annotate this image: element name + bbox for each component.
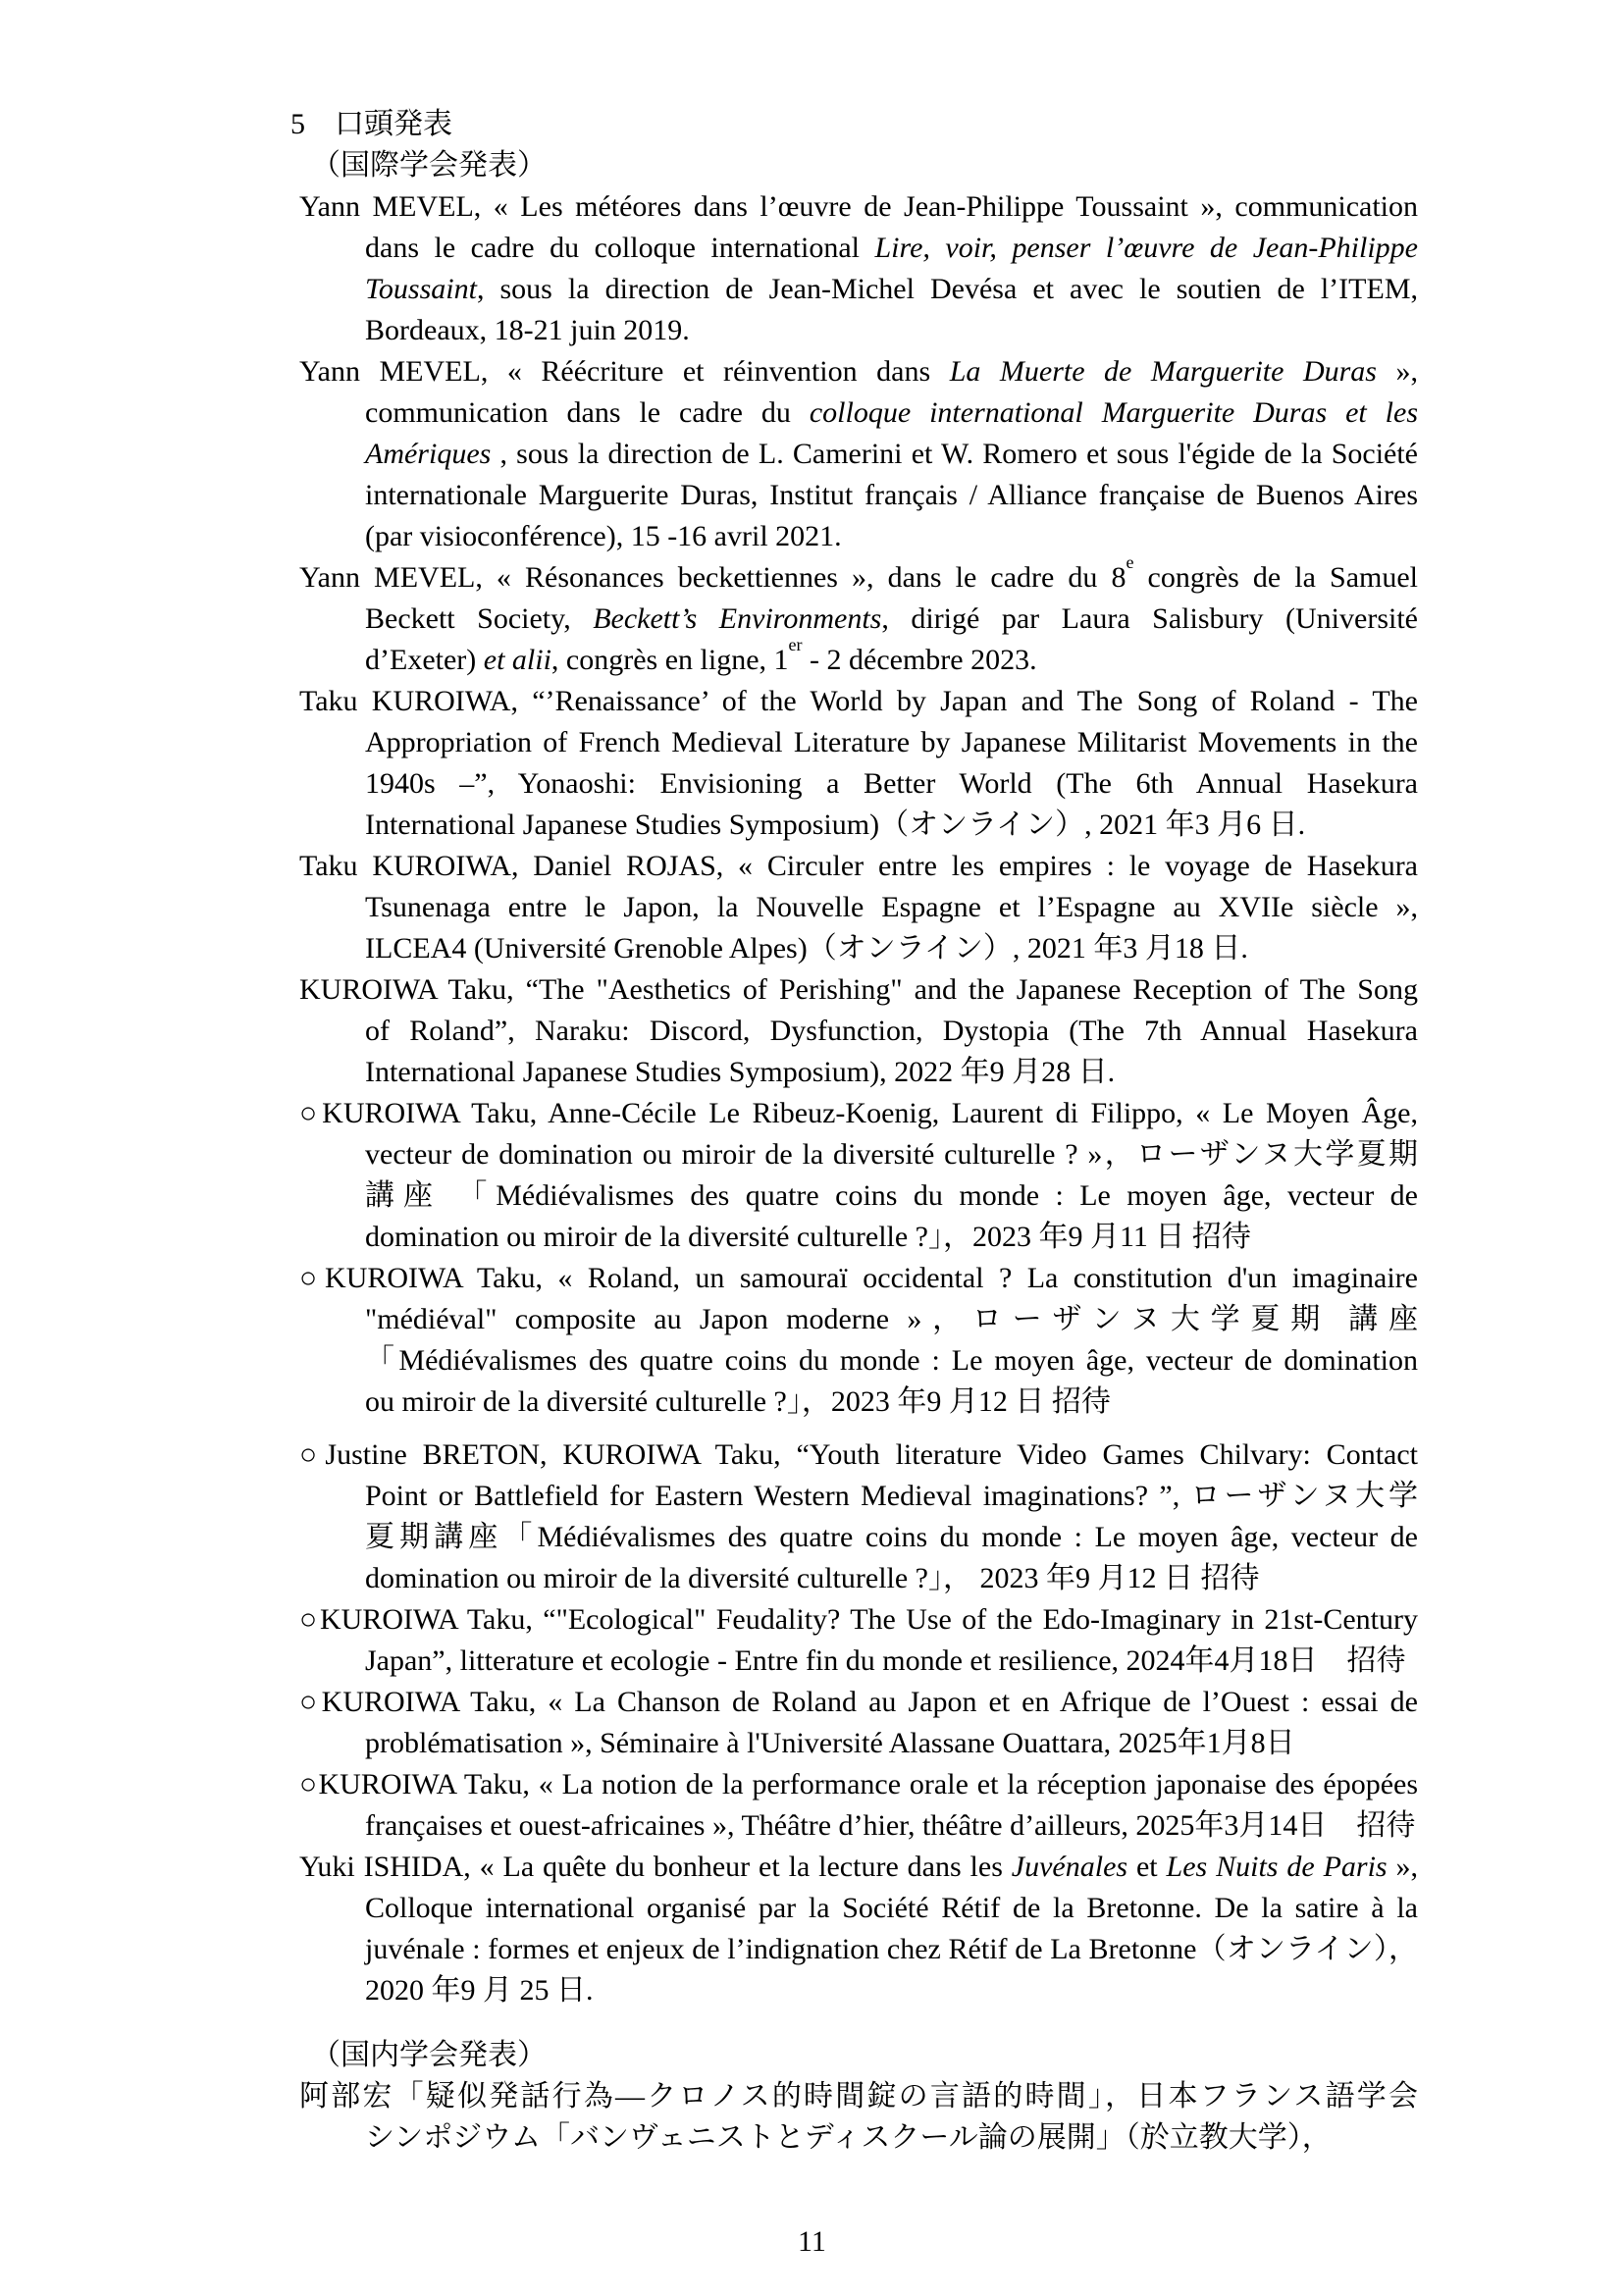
text-line — [365, 887, 1418, 928]
text-run: Point or Battlefield for Eastern Western Medieval imaginations? ”, ローザンヌ大学 — [365, 1480, 1418, 1512]
italic-run: La Muerte de Marguerite Duras — [949, 355, 1377, 388]
italic-run: colloque international Marguerite Duras et les — [809, 396, 1418, 429]
list-item — [299, 1093, 1418, 1258]
text-line — [365, 1052, 1418, 1093]
italic-run: Juvénales — [1011, 1851, 1128, 1883]
international-subheading: （国際学会発表） — [311, 149, 547, 182]
list-item — [299, 2076, 1418, 2159]
text-run: Tsunenaga entre le Japon, la Nouvelle Espagne et l’Espagne au XVIIe siècle », — [365, 891, 1418, 923]
text-line — [365, 1340, 1418, 1382]
text-run: Yann MEVEL, « Réécriture et réinvention dans — [299, 355, 950, 388]
text-run: Yann MEVEL, « Résonances beckettiennes », dans le cadre du 8 — [299, 561, 1126, 594]
text-line — [299, 1682, 1418, 1723]
text-run: Japan”, litterature et ecologie - Entre fin du monde et resilience, 2024年4月18日 招待 — [365, 1644, 1406, 1677]
text-run: Appropriation of French Medieval Literature by Japanese Militarist Movements in the — [365, 726, 1418, 758]
text-line — [365, 763, 1418, 805]
text-line — [299, 681, 1418, 722]
text-line — [299, 969, 1418, 1011]
text-run: domination ou miroir de la diversité culturelle ?」，2023 年9 月11 日 招待 — [365, 1221, 1251, 1253]
text-line — [365, 635, 1418, 681]
text-run: domination ou miroir de la diversité culturelle ?」， 2023 年9 月12 日 招待 — [365, 1562, 1260, 1594]
text-line — [365, 1382, 1418, 1423]
text-run: 1940s –”, Yonaoshi: Envisioning a Better World (The 6th Annual Hasekura — [365, 767, 1418, 800]
text-line — [365, 805, 1418, 846]
text-line — [365, 1558, 1418, 1599]
superscript-run: er — [788, 635, 803, 655]
section-number: 5 — [290, 108, 305, 140]
italic-run: Les Nuits de Paris — [1166, 1851, 1388, 1883]
text-run: Colloque international organisé par la Société Rétif de la Bretonne. De la satire à la — [365, 1892, 1418, 1924]
text-line — [365, 516, 1418, 557]
text-line — [365, 1517, 1418, 1558]
italic-run: et alii — [483, 644, 551, 676]
list-item — [299, 351, 1418, 557]
text-line — [365, 1134, 1418, 1175]
text-run: International Japanese Studies Symposium)（オンライン）, 2021 年3 月6 日. — [365, 808, 1306, 841]
text-run: juvénale : formes et enjeux de l’indignation chez Rétif de La Bretonne（オンライン）， — [365, 1933, 1418, 1965]
text-line — [299, 351, 1418, 392]
list-item — [299, 1847, 1418, 2011]
text-run: "médiéval" composite au Japon moderne »，ローザンヌ大学夏期 講座 — [365, 1303, 1418, 1335]
text-line — [299, 1093, 1418, 1134]
text-run: Yuki ISHIDA, « La quête du bonheur et la lecture dans les — [299, 1851, 1012, 1883]
text-line — [365, 1011, 1418, 1052]
text-line — [365, 928, 1418, 969]
text-run: Bordeaux, 18-21 juin 2019. — [365, 314, 690, 346]
text-line — [365, 1805, 1418, 1847]
list-item — [299, 846, 1418, 969]
section-heading — [290, 104, 1418, 145]
text-run: of Roland”, Naraku: Discord, Dysfunction, Dystopia (The 7th Annual Hasekura — [365, 1015, 1418, 1047]
text-line — [365, 1970, 1418, 2011]
page-number: 11 — [798, 2225, 826, 2258]
text-line — [365, 1299, 1418, 1340]
text-run: Taku KUROIWA, Daniel ROJAS, « Circuler entre les empires : le voyage de Hasekura — [299, 850, 1418, 882]
text-run: françaises et ouest-africaines », Théâtre d’hier, théâtre d’ailleurs, 2025年3月14日 招待 — [365, 1809, 1416, 1842]
text-run: vecteur de domination ou miroir de la diversité culturelle ? »，ローザンヌ大学夏期 — [365, 1138, 1418, 1171]
text-line — [365, 1175, 1418, 1217]
text-run: communication dans le cadre du — [365, 396, 810, 429]
text-run: KUROIWA Taku, “The "Aesthetics of Perishing" and the Japanese Reception of The Song — [299, 973, 1418, 1006]
section-title: 口頭発表 — [335, 108, 452, 140]
italic-run: Lire, voir, penser l’œuvre de Jean-Philippe — [874, 232, 1418, 264]
text-line — [365, 310, 1418, 351]
text-run: », — [1376, 355, 1419, 388]
text-run: 阿部宏「疑似発話行為—クロノス的時間錠の言語的時間」，日本フランス語学会 — [299, 2080, 1418, 2112]
list-item — [299, 1764, 1418, 1847]
list-item — [299, 969, 1418, 1093]
text-run: Taku KUROIWA, “’Renaissance’ of the World by Japan and The Song of Roland - The — [299, 685, 1418, 717]
text-line — [365, 1476, 1418, 1517]
text-line — [299, 1599, 1418, 1641]
text-line — [299, 2076, 1418, 2117]
italic-run: Toussaint — [365, 273, 477, 305]
text-line — [365, 392, 1418, 434]
list-item — [299, 1682, 1418, 1764]
text-run: International Japanese Studies Symposium), 2022 年9 月28 日. — [365, 1056, 1116, 1088]
text-line — [299, 186, 1418, 228]
text-run: ou miroir de la diversité culturelle ?」，2023 年9 月12 日 招待 — [365, 1385, 1111, 1418]
list-item — [299, 552, 1419, 681]
text-run: ○KUROIWA Taku, Anne-Cécile Le Ribeuz-Koenig, Laurent di Filippo, « Le Moyen Âge, — [299, 1097, 1418, 1129]
text-run: ○KUROIWA Taku, « Roland, un samouraï occidental ? La constitution d'un imaginaire — [299, 1262, 1418, 1294]
page-content — [290, 104, 1419, 2159]
text-run: ○KUROIWA Taku, « La notion de la performance orale et la réception japonaise des épopées — [299, 1768, 1418, 1800]
text-line — [365, 1723, 1418, 1764]
text-run: d’Exeter) — [365, 644, 484, 676]
text-run: , congrès en ligne, 1 — [550, 644, 789, 676]
text-line — [365, 269, 1418, 310]
text-line — [365, 434, 1418, 475]
list-item — [299, 1434, 1418, 1599]
text-run: problématisation », Séminaire à l'Université Alassane Ouattara, 2025年1月8日 — [365, 1727, 1295, 1759]
superscript-run: e — [1126, 552, 1134, 573]
text-line — [365, 722, 1418, 763]
domestic-subheading: （国内学会発表） — [311, 2039, 547, 2071]
text-line — [365, 1888, 1418, 1929]
text-run: ○KUROIWA Taku, “"Ecological" Feudality? The Use of the Edo-Imaginary in 21st-Century — [299, 1603, 1418, 1636]
list-item — [299, 1599, 1418, 1682]
domestic-list — [299, 2076, 1418, 2159]
text-line — [299, 1258, 1418, 1299]
text-line — [365, 475, 1418, 516]
text-run: congrès de la Samuel — [1133, 561, 1419, 594]
text-run: , sous la direction de Jean-Michel Devésa et avec le soutien de l’ITEM, — [476, 273, 1418, 305]
text-run: et — [1127, 1851, 1167, 1883]
text-line — [365, 228, 1418, 269]
text-run: 講座 「Médiévalismes des quatre coins du monde : Le moyen âge, vecteur de — [365, 1179, 1418, 1212]
text-run: (par visioconférence), 15 -16 avril 2021. — [365, 520, 842, 552]
text-run: ○Justine BRETON, KUROIWA Taku, “Youth literature Video Games Chilvary: Contact — [299, 1438, 1418, 1471]
text-line — [365, 1217, 1418, 1258]
italic-run: Amériques — [365, 438, 492, 470]
list-item — [299, 681, 1418, 846]
text-run: , sous la direction de L. Camerini et W. Romero et sous l'égide de la Société — [491, 438, 1418, 470]
text-run: ILCEA4 (Université Grenoble Alpes)（オンライン）, 2021 年3 月18 日. — [365, 932, 1248, 965]
text-line — [365, 2117, 1418, 2159]
text-run: internationale Marguerite Duras, Institut français / Alliance française de Buenos Aires — [365, 479, 1418, 511]
text-line — [365, 1929, 1418, 1970]
text-run: 夏期講座「Médiévalismes des quatre coins du monde : Le moyen âge, vecteur de — [365, 1521, 1418, 1553]
text-run: , dirigé par Laura Salisbury (Université — [881, 602, 1418, 635]
text-run: ○KUROIWA Taku, « La Chanson de Roland au Japon et en Afrique de l’Ouest : essai de — [299, 1686, 1418, 1718]
text-run: 2020 年9 月 25 日. — [365, 1974, 594, 2007]
text-run: - 2 décembre 2023. — [802, 644, 1037, 676]
text-run: Beckett Society, — [365, 602, 594, 635]
italic-run: Beckett’s Environments — [593, 602, 882, 635]
text-line — [299, 1847, 1418, 1888]
text-run: », — [1387, 1851, 1418, 1883]
international-list — [299, 186, 1418, 2011]
text-run: 「Médiévalismes des quatre coins du monde : Le moyen âge, vecteur de domination — [365, 1344, 1418, 1377]
text-run: シンポジウム「バンヴェニストとディスクール論の展開」（於立教大学）， — [365, 2121, 1332, 2154]
text-line — [299, 1764, 1418, 1805]
text-line — [299, 1434, 1418, 1476]
text-line — [299, 552, 1419, 599]
text-run: Yann MEVEL, « Les météores dans l’œuvre de Jean-Philippe Toussaint », communication — [299, 190, 1418, 223]
text-line — [299, 846, 1418, 887]
list-item — [299, 1258, 1418, 1423]
list-item — [299, 186, 1418, 351]
text-line — [365, 599, 1418, 640]
text-line — [365, 1641, 1418, 1682]
text-run: dans le cadre du colloque international — [365, 232, 875, 264]
